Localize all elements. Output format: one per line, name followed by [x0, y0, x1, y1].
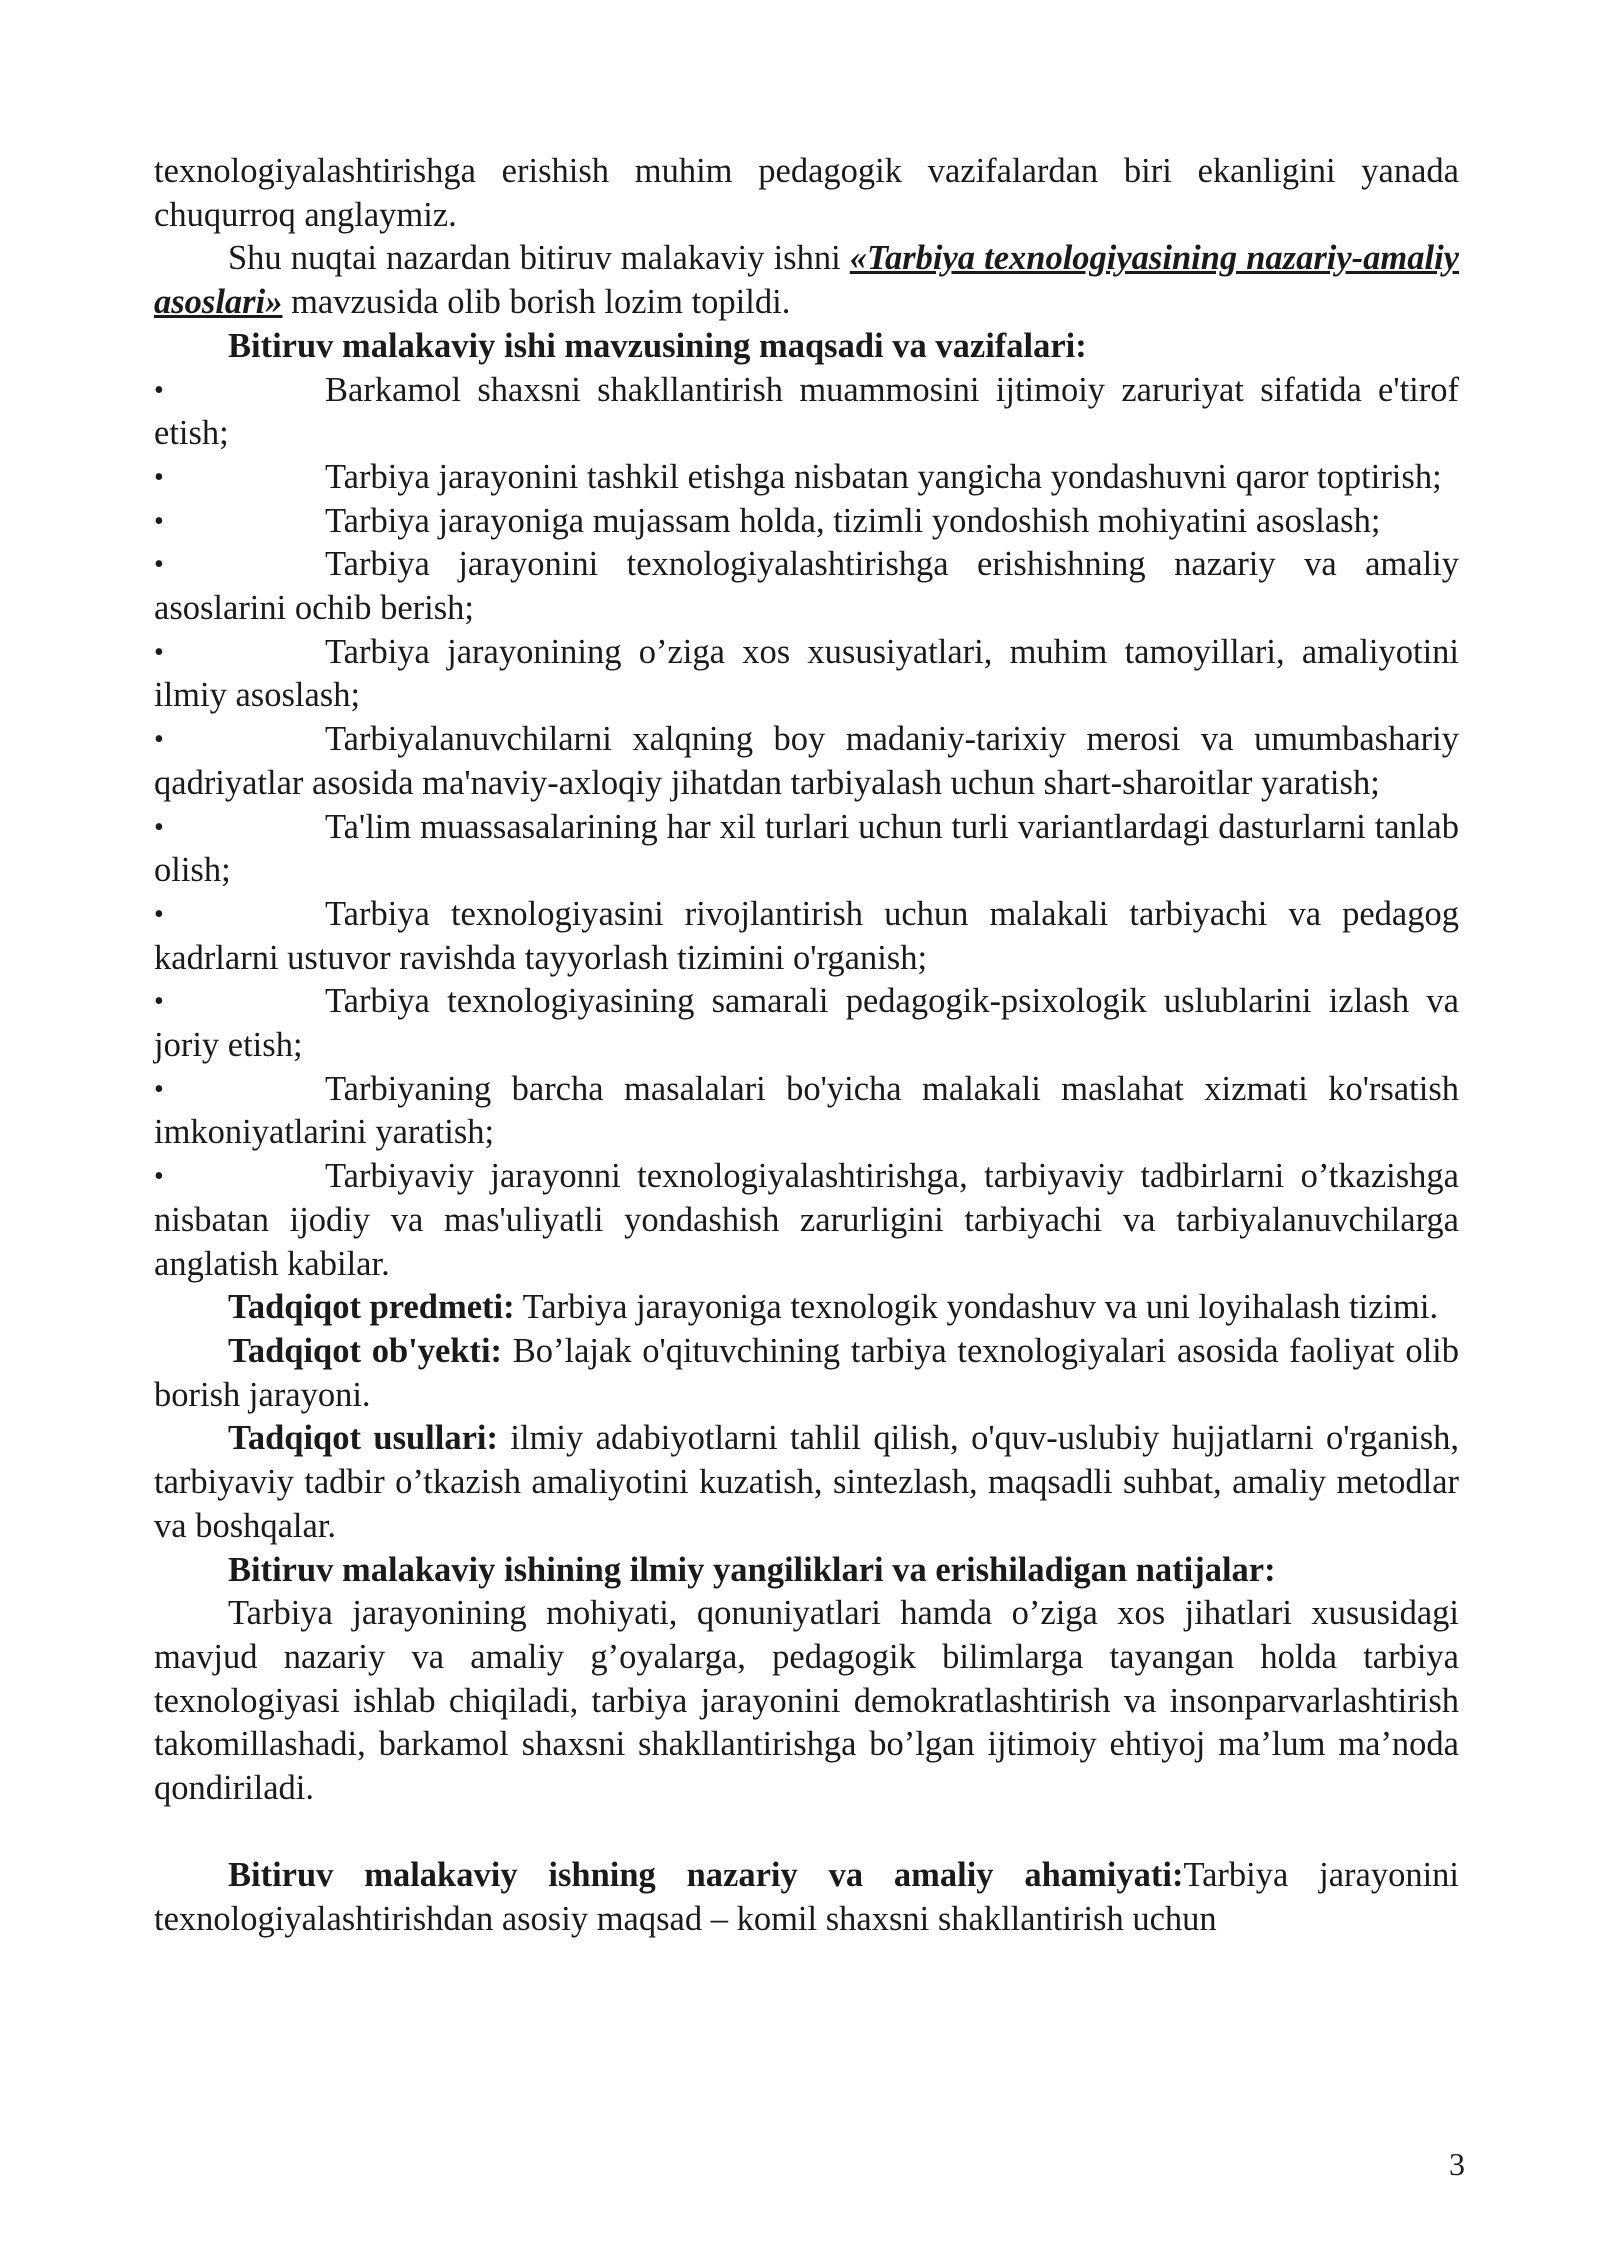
bullet-icon: • [154, 549, 164, 581]
list-item [154, 369, 1459, 456]
document-page [154, 150, 1459, 1942]
bullet-icon: • [154, 1161, 164, 1193]
list-item [154, 500, 1459, 544]
significance-text: Tarbiya jarayonini texnologiyalashtirishdan asosiy maqsad – komil shaxsni shakllantirish uchun [154, 1856, 1460, 1939]
list-item-text: Tarbiya jarayonining o’ziga xos xususiyatlari, muhim tamoyillari, amaliyotini ilmiy asoslash; [154, 632, 1459, 715]
page-number: 3 [1449, 2146, 1465, 2182]
bullet-icon: • [154, 636, 164, 668]
list-item-text: Tarbiyalanuvchilarni xalqning boy madaniy-tarixiy merosi va umumbashariy qadriyatlar asosida ma'naviy-axloqiy jihatdan tarbiyalash uchun shart-sharoitlar yaratish; [154, 720, 1459, 802]
topic-text-after: mavzusida olib borish lozim topildi. [282, 283, 791, 322]
bullet-icon: • [154, 461, 164, 493]
goals-heading: Bitiruv malakaviy ishi mavzusining maqsadi va vazifalari: [228, 326, 1087, 365]
list-item [154, 1155, 1459, 1286]
thesis-topic: «Tarbiya texnologiyasining nazariy-amaliy asoslari» [154, 239, 1459, 322]
bullet-icon: • [154, 1073, 164, 1105]
list-item-text: Tarbiya jarayoniga mujassam holda, tizimli yondoshish mohiyatini asoslash; [325, 501, 1381, 540]
significance-label: Bitiruv malakaviy ishning nazariy va amaliy ahamiyati: [228, 1856, 1184, 1895]
novelty-heading: Bitiruv malakaviy ishining ilmiy yangiliklari va erishiladigan natijalar: [228, 1550, 1276, 1589]
research-methods-paragraph [154, 1417, 1459, 1548]
list-item [154, 543, 1459, 630]
list-item [154, 893, 1459, 980]
list-item [154, 980, 1459, 1067]
topic-text-before: Shu nuqtai nazardan bitiruv malakaviy ishni [228, 239, 850, 278]
bullet-icon: • [154, 505, 164, 537]
list-item-text: Ta'lim muassasalarining har xil turlari uchun turli variantlardagi dasturlarni tanlab olish; [154, 807, 1459, 890]
list-item-text: Barkamol shaxsni shakllantirish muammosini ijtimoiy zaruriyat sifatida e'tirof etish; [154, 370, 1459, 453]
bullet-icon: • [154, 811, 164, 843]
research-subject-label: Tadqiqot predmeti: [228, 1288, 515, 1327]
research-methods-text: ilmiy adabiyotlarni tahlil qilish, o'quv-uslubiy hujjatlarni o'rganish, tarbiyaviy tadbir o’tkazish amaliyotini kuzatish, sintezlash, maqsadli suhbat, amaliy metodlar va boshqalar. [154, 1419, 1459, 1545]
list-item [154, 456, 1459, 500]
list-item [154, 631, 1459, 718]
research-object-label: Tadqiqot ob'yekti: [228, 1331, 503, 1370]
list-item-text: Tarbiya jarayonini tashkil etishga nisbatan yangicha yondashuvni qaror toptirish; [325, 457, 1442, 496]
novelty-paragraph: Tarbiya jarayonining mohiyati, qonuniyatlari hamda o’ziga xos jihatlari xususidagi mavjud nazariy va amaliy g’oyalarga, pedagogik bilimlarga tayangan holda tarbiya texnologiyasi ishlab chiqiladi, tarbiya jarayonini demokratlashtirish va insonparvarlashtirish takomillashadi, barkamol shaxsni shakllantirishga bo’lgan ijtimoiy ehtiyoj ma’lum ma’noda qondiriladi. [154, 1594, 1459, 1808]
research-subject-text: Tarbiya jarayoniga texnologik yondashuv va uni loyihalash tizimi. [514, 1288, 1439, 1327]
list-item-text: Tarbiya texnologiyasini rivojlantirish uchun malakali tarbiyachi va pedagog kadrlarni ustuvor ravishda tayyorlash tizimini o'rganish; [154, 894, 1459, 977]
list-item-text: Tarbiya jarayonini texnologiyalashtirishga erishishning nazariy va amaliy asoslarini ochib berish; [154, 545, 1459, 628]
bullet-icon: • [154, 986, 164, 1018]
bullet-icon: • [154, 374, 164, 406]
list-item-text: Tarbiyaviy jarayonni texnologiyalashtirishga, tarbiyaviy tadbirlarni o’tkazishga nisbatan ijodiy va mas'uliyatli yondashish zarurligini tarbiyachi va tarbiyalanuvchilarga anglatish kabilar. [154, 1157, 1459, 1283]
intro-paragraph: texnologiyalashtirishga erishish muhim pedagogik vazifalardan biri ekanligini yanada chuqurroq anglaymiz. [154, 152, 1459, 234]
paragraph-gap [154, 1811, 1459, 1855]
research-subject-paragraph [154, 1286, 1459, 1330]
list-item [154, 806, 1459, 893]
bullet-icon: • [154, 724, 164, 756]
list-item [154, 1068, 1459, 1155]
list-item-text: Tarbiya texnologiyasining samarali pedagogik-psixologik uslublarini izlash va joriy etish; [154, 982, 1459, 1065]
list-item [154, 718, 1459, 805]
list-item-text: Tarbiyaning barcha masalalari bo'yicha malakali maslahat xizmati ko'rsatish imkoniyatlarini yaratish; [154, 1069, 1459, 1152]
significance-paragraph [154, 1854, 1459, 1941]
research-object-text: Bo’lajak o'qituvchining tarbiya texnologiyalari asosida faoliyat olib borish jarayoni. [154, 1331, 1459, 1414]
research-object-paragraph [154, 1330, 1459, 1417]
topic-paragraph [154, 237, 1459, 324]
goals-list [154, 369, 1459, 1287]
bullet-icon: • [154, 898, 164, 930]
research-methods-label: Tadqiqot usullari: [228, 1419, 498, 1458]
